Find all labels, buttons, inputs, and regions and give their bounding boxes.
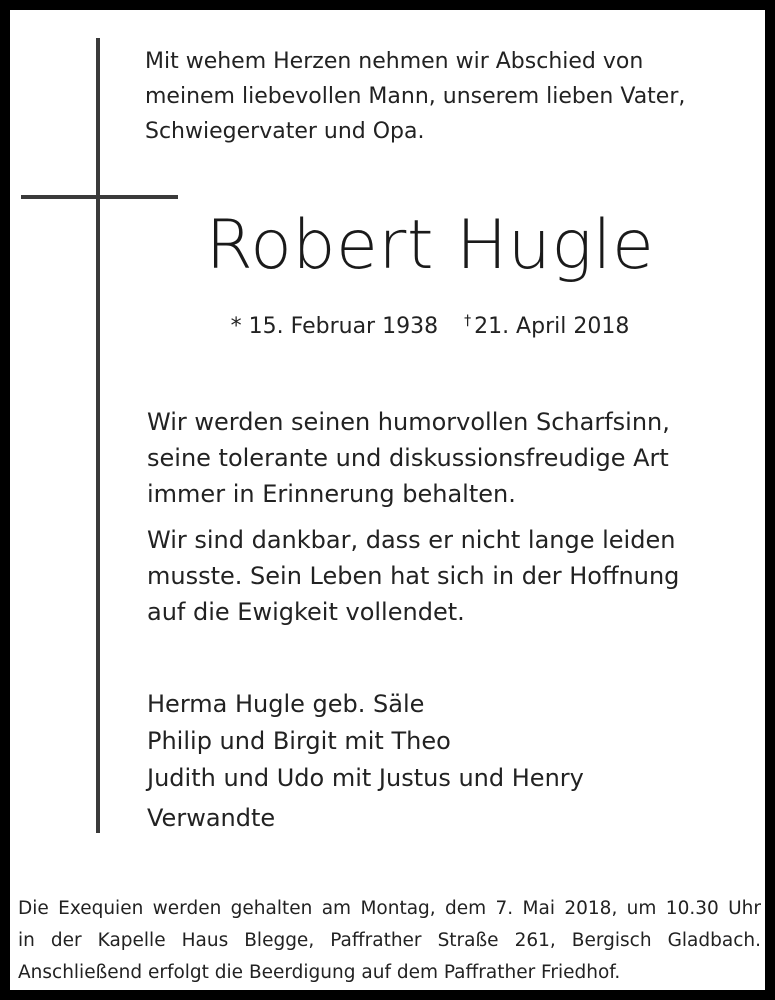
birth-date: * 15. Februar 1938 <box>230 314 439 339</box>
message-line: musste. Sein Leben hat sich in der Hoffnung <box>147 562 680 590</box>
message-paragraph <box>147 404 747 512</box>
intro-line: Mit wehem Herzen nehmen wir Abschied von <box>145 49 644 74</box>
mourner-item: Judith und Udo mit Justus und Henry <box>147 764 584 792</box>
footer-line: Die Exequien werden gehalten am Montag, dem 7. Mai 2018, um 10.30 Uhr <box>18 898 761 919</box>
intro-line: meinem liebevollen Mann, unserem lieben Vater, <box>145 84 686 109</box>
message-line: seine tolerante und diskussionsfreudige Art <box>147 444 669 472</box>
mourner-item: Philip und Birgit mit Theo <box>147 727 451 755</box>
mourners-list <box>147 686 747 837</box>
message-text <box>147 404 747 640</box>
footer-line: Anschließend erfolgt die Beerdigung auf dem Paffrather Friedhof. <box>18 962 621 983</box>
mourner-item: Verwandte <box>147 804 276 832</box>
mourner-item: Herma Hugle geb. Säle <box>147 690 425 718</box>
death-date: 21. April 2018 <box>474 314 630 339</box>
cross-icon-horizontal-bar <box>21 195 178 199</box>
message-line: Wir werden seinen humorvollen Scharfsinn, <box>147 408 670 436</box>
message-line: auf die Ewigkeit vollendet. <box>147 598 465 626</box>
deceased-name: Robert Hugle <box>205 206 655 285</box>
footer-line: in der Kapelle Haus Blegge, Paffrather Straße 261, Bergisch Gladbach. <box>18 930 761 951</box>
dagger-icon: † <box>464 313 472 329</box>
cross-icon-vertical-bar <box>96 38 100 833</box>
life-dates <box>140 313 720 339</box>
message-line: immer in Erinnerung behalten. <box>147 480 516 508</box>
intro-text <box>145 44 745 149</box>
message-line: Wir sind dankbar, dass er nicht lange leiden <box>147 526 676 554</box>
intro-line: Schwiegervater und Opa. <box>145 119 425 144</box>
message-paragraph <box>147 522 747 630</box>
funeral-details <box>18 893 761 989</box>
